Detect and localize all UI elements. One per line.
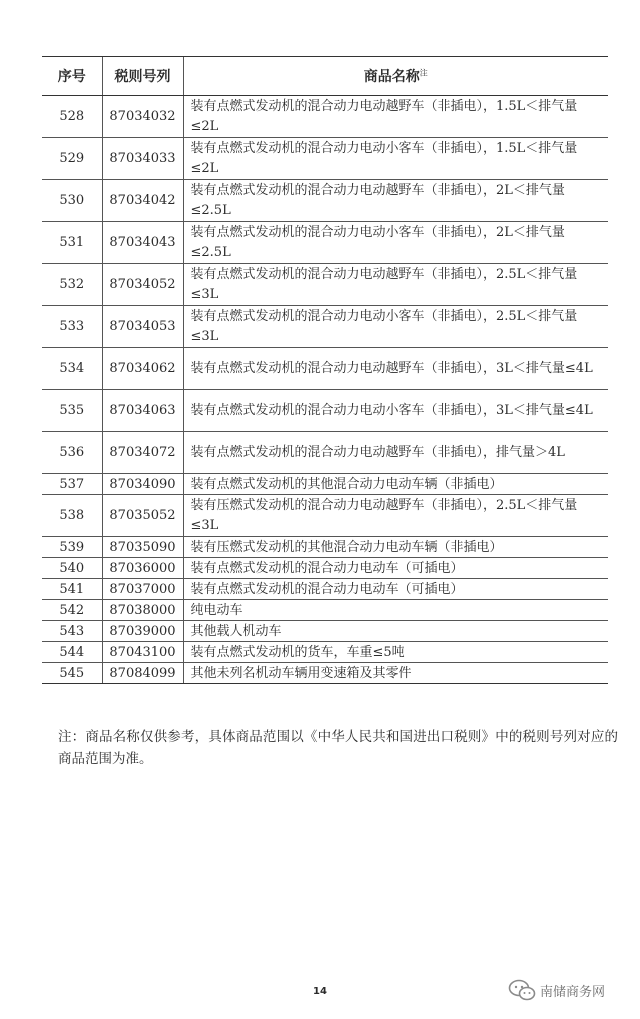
table-row	[42, 222, 608, 264]
header-name-note-mark: 注	[419, 68, 428, 78]
row-code: 87034042	[102, 180, 183, 222]
row-no: 532	[42, 264, 102, 306]
row-no: 531	[42, 222, 102, 264]
table-row	[42, 537, 608, 558]
row-no: 545	[42, 663, 102, 684]
row-name: 装有点燃式发动机的混合动力电动车（可插电）	[183, 579, 608, 600]
row-no: 541	[42, 579, 102, 600]
row-name: 装有点燃式发动机的混合动力电动越野车（非插电），2.5L＜排气量≤3L	[183, 264, 608, 306]
header-name	[183, 57, 608, 96]
table-row	[42, 348, 608, 390]
row-code: 87034032	[102, 96, 183, 138]
table-row	[42, 390, 608, 432]
row-code: 87037000	[102, 579, 183, 600]
row-no: 535	[42, 390, 102, 432]
row-name: 装有点燃式发动机的混合动力电动越野车（非插电），3L＜排气量≤4L	[183, 348, 608, 390]
row-name: 其他未列名机动车辆用变速箱及其零件	[183, 663, 608, 684]
row-name: 装有压燃式发动机的混合动力电动越野车（非插电），2.5L＜排气量≤3L	[183, 495, 608, 537]
row-code: 87038000	[102, 600, 183, 621]
row-code: 87035090	[102, 537, 183, 558]
row-code: 87034090	[102, 474, 183, 495]
table-row	[42, 474, 608, 495]
row-code: 87084099	[102, 663, 183, 684]
row-name: 装有点燃式发动机的其他混合动力电动车辆（非插电）	[183, 474, 608, 495]
table-row	[42, 579, 608, 600]
row-name: 装有点燃式发动机的混合动力电动小客车（非插电），1.5L＜排气量≤2L	[183, 138, 608, 180]
row-name: 装有点燃式发动机的混合动力电动小客车（非插电），3L＜排气量≤4L	[183, 390, 608, 432]
table-body	[42, 96, 608, 684]
table-row	[42, 264, 608, 306]
row-name: 装有点燃式发动机的混合动力电动越野车（非插电），2L＜排气量≤2.5L	[183, 180, 608, 222]
footnote: 注：商品名称仅供参考，具体商品范围以《中华人民共和国进出口税则》中的税则号列对应的商品范围为准。	[58, 728, 618, 767]
row-no: 529	[42, 138, 102, 180]
row-name: 装有压燃式发动机的其他混合动力电动车辆（非插电）	[183, 537, 608, 558]
wechat-icon	[508, 978, 536, 1002]
row-code: 87035052	[102, 495, 183, 537]
row-code: 87034052	[102, 264, 183, 306]
header-name-label: 商品名称	[363, 69, 420, 85]
row-no: 528	[42, 96, 102, 138]
row-code: 87039000	[102, 621, 183, 642]
row-name: 装有点燃式发动机的混合动力电动越野车（非插电），1.5L＜排气量≤2L	[183, 96, 608, 138]
row-code: 87034062	[102, 348, 183, 390]
watermark	[508, 978, 605, 1002]
row-name: 其他载人机动车	[183, 621, 608, 642]
row-name: 装有点燃式发动机的混合动力电动小客车（非插电），2L＜排气量≤2.5L	[183, 222, 608, 264]
row-name: 装有点燃式发动机的混合动力电动小客车（非插电），2.5L＜排气量≤3L	[183, 306, 608, 348]
row-code: 87034043	[102, 222, 183, 264]
table-row	[42, 306, 608, 348]
row-no: 540	[42, 558, 102, 579]
row-code: 87043100	[102, 642, 183, 663]
table-row	[42, 663, 608, 684]
table-row	[42, 558, 608, 579]
row-no: 539	[42, 537, 102, 558]
row-no: 530	[42, 180, 102, 222]
tariff-table	[42, 56, 608, 684]
header-code: 税则号列	[102, 57, 183, 96]
row-no: 538	[42, 495, 102, 537]
row-no: 534	[42, 348, 102, 390]
row-name: 纯电动车	[183, 600, 608, 621]
table-row	[42, 621, 608, 642]
page-number: 14	[313, 986, 327, 997]
table-row	[42, 180, 608, 222]
table-row	[42, 495, 608, 537]
table-row	[42, 600, 608, 621]
table-row	[42, 96, 608, 138]
row-no: 542	[42, 600, 102, 621]
row-no: 544	[42, 642, 102, 663]
row-code: 87034072	[102, 432, 183, 474]
row-no: 533	[42, 306, 102, 348]
row-code: 87036000	[102, 558, 183, 579]
header-no: 序号	[42, 57, 102, 96]
table-row	[42, 138, 608, 180]
table-row	[42, 642, 608, 663]
row-code: 87034033	[102, 138, 183, 180]
row-code: 87034063	[102, 390, 183, 432]
row-name: 装有点燃式发动机的混合动力电动越野车（非插电），排气量＞4L	[183, 432, 608, 474]
row-code: 87034053	[102, 306, 183, 348]
table-header	[42, 57, 608, 96]
table-row	[42, 432, 608, 474]
row-name: 装有点燃式发动机的混合动力电动车（可插电）	[183, 558, 608, 579]
row-no: 543	[42, 621, 102, 642]
row-no: 537	[42, 474, 102, 495]
watermark-text: 南储商务网	[540, 984, 606, 1000]
row-name: 装有点燃式发动机的货车，车重≤5吨	[183, 642, 608, 663]
row-no: 536	[42, 432, 102, 474]
